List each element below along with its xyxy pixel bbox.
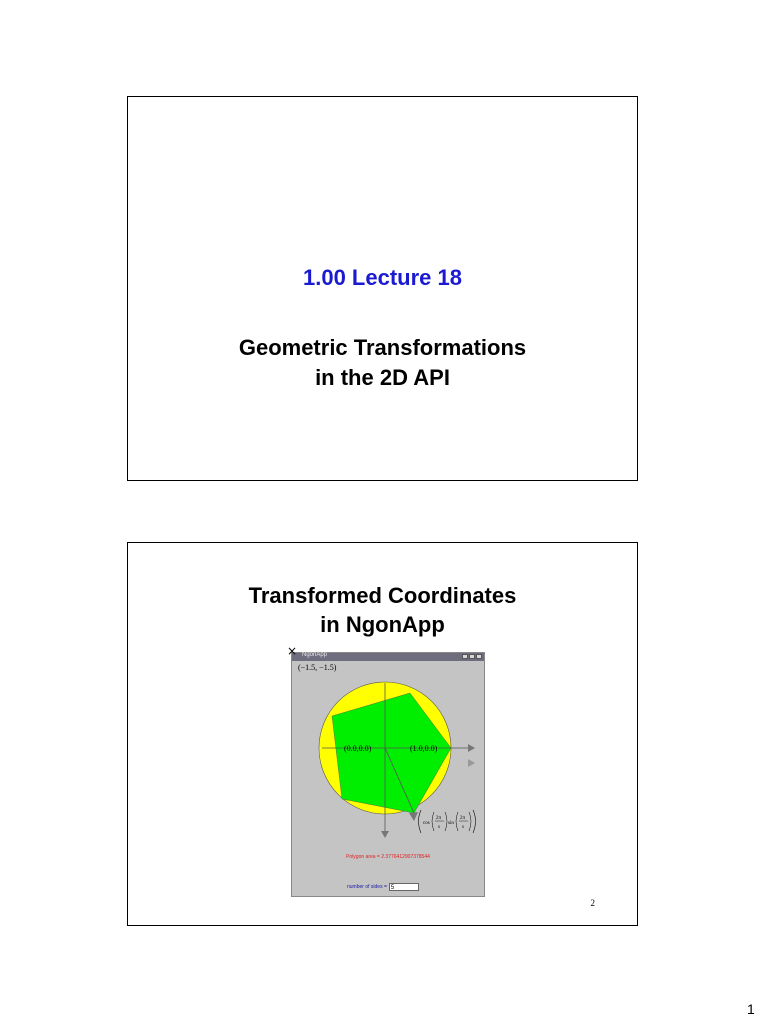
polygon-area-text: Polygon area = 2.3776412907378544 [346, 854, 430, 860]
right-marker-icon [468, 759, 475, 767]
slide-number: 2 [590, 898, 595, 908]
slide-2 [127, 542, 638, 926]
subtitle-line-1: Geometric Transformations [238, 335, 527, 360]
formula-num-1: 2π [436, 816, 442, 821]
formula-den-1: s [438, 825, 440, 830]
origin-label: (0.0,0.0) [344, 744, 372, 753]
close-x-icon: × [287, 644, 298, 658]
formula-num-2: 2π [460, 816, 466, 821]
unit-label: (1.0,0.0) [410, 744, 438, 753]
slide-2-title [128, 581, 637, 639]
lecture-subtitle [128, 333, 637, 393]
formula-sin: sin [448, 821, 454, 826]
vertex-formula [419, 810, 476, 833]
x-axis-arrow-icon [468, 744, 475, 752]
sides-label: number of sides = [347, 884, 387, 890]
radius-arrow-icon [409, 812, 418, 821]
window-title: NgonApp [302, 652, 328, 658]
formula-cos: cos [423, 821, 430, 826]
formula-den-2: s [462, 825, 464, 830]
title-line-1: Transformed Coordinates [248, 583, 517, 608]
ngon-diagram [292, 653, 486, 898]
y-axis-arrow-icon [381, 831, 389, 838]
lecture-title: 1.00 Lecture 18 [303, 265, 462, 290]
page-number: 1 [747, 1001, 755, 1017]
ngonapp-window-screenshot [287, 644, 485, 897]
slide-1 [127, 96, 638, 481]
title-line-2: in NgonApp [320, 612, 445, 637]
subtitle-line-2: in the 2D API [315, 365, 450, 390]
sides-input: 5 [389, 883, 419, 891]
sides-control [347, 883, 419, 891]
top-left-coordinate: (−1.5, −1.5) [298, 663, 337, 672]
